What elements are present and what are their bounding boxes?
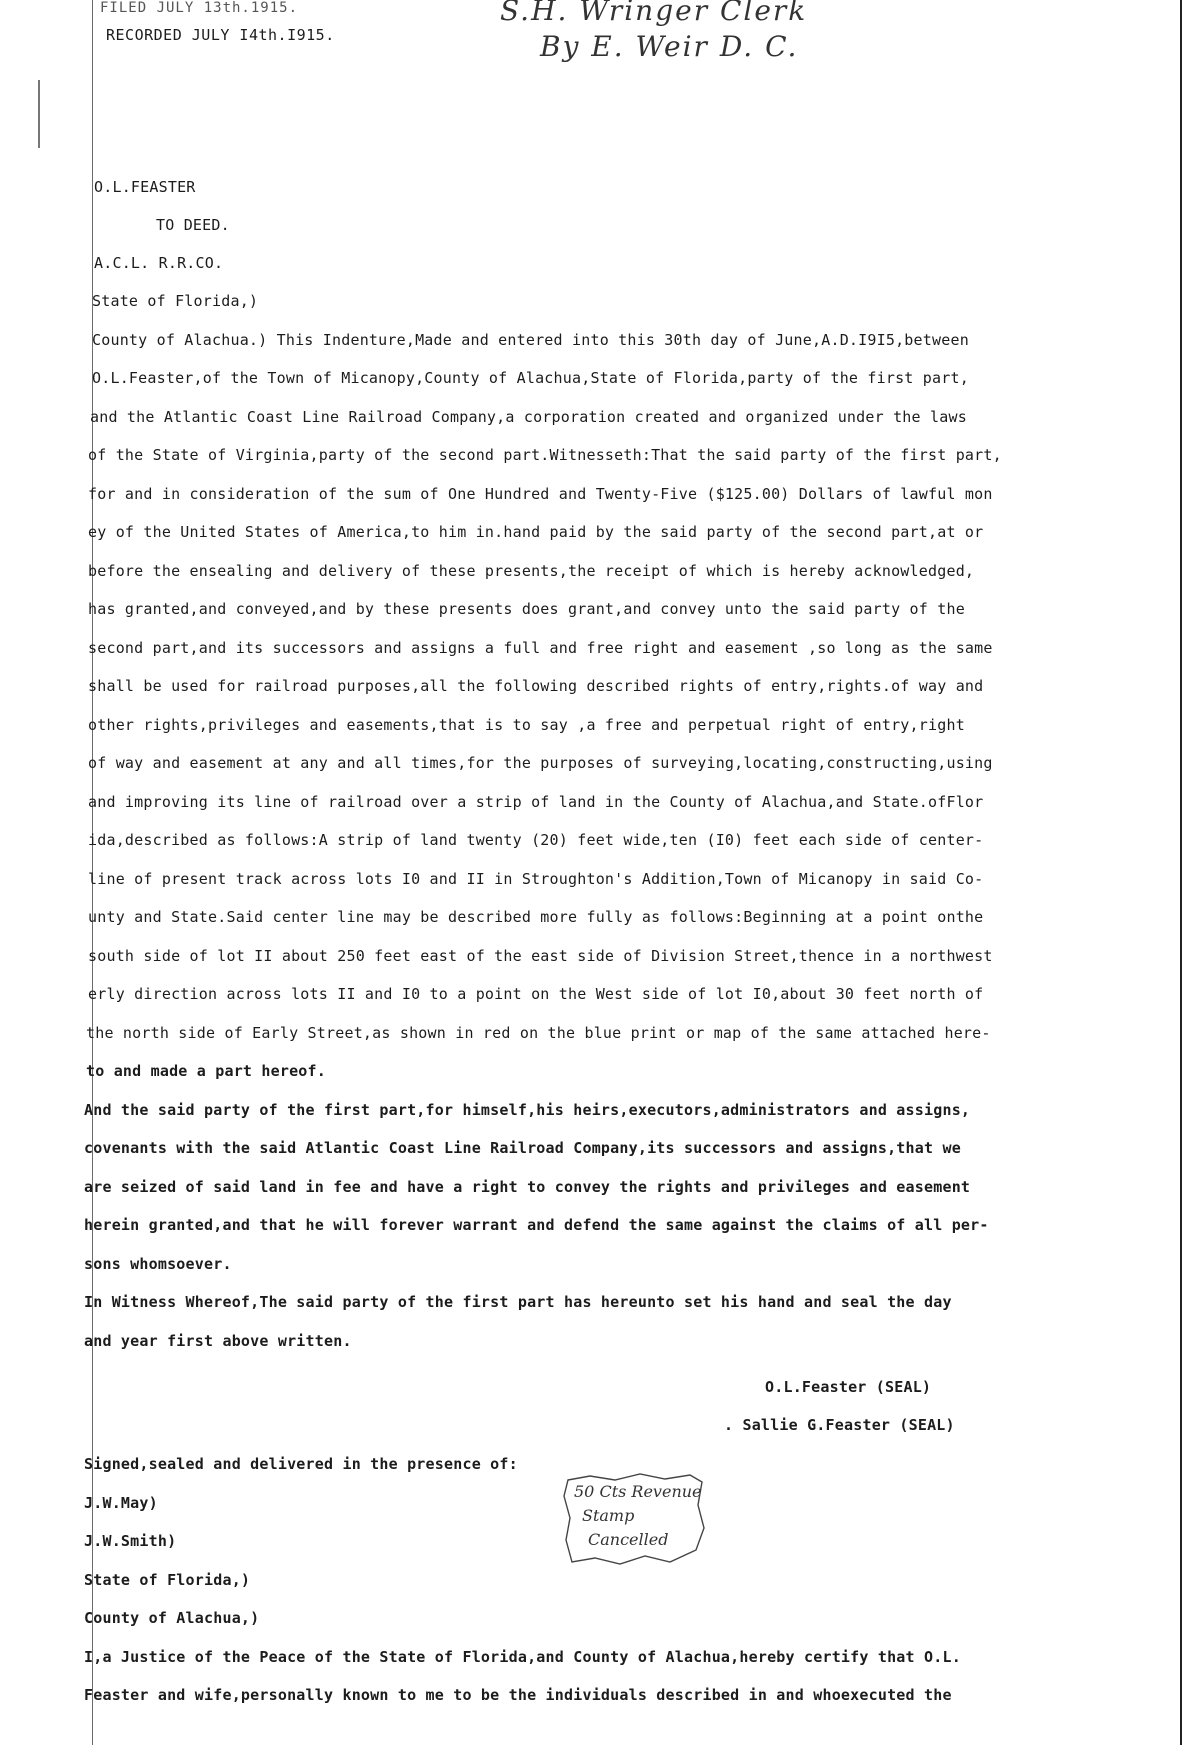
body-line: And the said party of the first part,for himself,his heirs,executors,administrators and assigns,	[84, 1101, 971, 1119]
body-line: has granted,and conveyed,and by these presents does grant,and convey unto the said party of the	[88, 600, 965, 618]
body-line: the north side of Early Street,as shown in red on the blue print or map of the same attached here-	[86, 1024, 991, 1042]
body-line: In Witness Whereof,The said party of the first part has hereunto set his hand and seal the day	[84, 1293, 952, 1311]
body-line: of way and easement at any and all times,for the purposes of surveying,locating,constructing,using	[88, 754, 993, 772]
body-line: unty and State.Said center line may be described more fully as follows:Beginning at a point onthe	[88, 908, 984, 926]
signature-ol-feaster: O.L.Feaster (SEAL)	[765, 1378, 932, 1396]
body-line: of the State of Virginia,party of the second part.Witnesseth:That the said party of the first part,	[88, 446, 1002, 464]
body-line: and year first above written.	[84, 1332, 352, 1350]
witness-line: County of Alachua,)	[84, 1609, 260, 1627]
witness-line: Signed,sealed and delivered in the presence of:	[84, 1455, 518, 1473]
grantee-name: A.C.L. R.R.CO.	[94, 254, 224, 272]
body-line: herein granted,and that he will forever warrant and defend the same against the claims of all per-	[84, 1216, 989, 1234]
body-line: and the Atlantic Coast Line Railroad Company,a corporation created and organized under the laws	[90, 408, 967, 426]
clerk-signature-line2: By E. Weir D. C.	[540, 30, 799, 63]
clerk-signature	[500, 0, 960, 80]
body-line: State of Florida,)	[92, 292, 259, 310]
body-line: sons whomsoever.	[84, 1255, 232, 1273]
body-line: ida,described as follows:A strip of land twenty (20) feet wide,ten (I0) feet each side of center-	[88, 831, 984, 849]
body-line: line of present track across lots I0 and II in Stroughton's Addition,Town of Micanopy in said Co-	[88, 870, 984, 888]
body-line: are seized of said land in fee and have a right to convey the rights and privileges and easement	[84, 1178, 971, 1196]
body-line: County of Alachua.) This Indenture,Made and entered into this 30th day of June,A.D.I9I5,between	[92, 331, 969, 349]
witness-line: J.W.May)	[84, 1494, 158, 1512]
stamp-line1: 50 Cts Revenue	[574, 1482, 702, 1501]
body-line: to and made a part hereof.	[86, 1062, 326, 1080]
body-line: before the ensealing and delivery of these presents,the receipt of which is hereby acknowledged,	[88, 562, 975, 580]
clerk-signature-line1: S.H. Wringer Clerk	[500, 0, 808, 27]
body-line: shall be used for railroad purposes,all the following described rights of entry,rights.of way and	[88, 677, 984, 695]
body-line: erly direction across lots II and I0 to a point on the West side of lot I0,about 30 feet north of	[88, 985, 984, 1003]
signature-sallie-feaster: . Sallie G.Feaster (SEAL)	[724, 1416, 955, 1434]
body-line: covenants with the said Atlantic Coast Line Railroad Company,its successors and assigns,that we	[84, 1139, 961, 1157]
body-line: O.L.Feaster,of the Town of Micanopy,County of Alachua,State of Florida,party of the first part,	[92, 369, 969, 387]
witness-line: State of Florida,)	[84, 1571, 251, 1589]
body-line: ey of the United States of America,to him in.hand paid by the said party of the second part,at or	[88, 523, 984, 541]
witness-line: Feaster and wife,personally known to me to be the individuals described in and whoexecuted the	[84, 1686, 952, 1704]
right-page-edge	[1180, 0, 1182, 1745]
witness-line: I,a Justice of the Peace of the State of Florida,and County of Alachua,hereby certify that O.L.	[84, 1648, 961, 1666]
body-line: second part,and its successors and assigns a full and free right and easement ,so long as the same	[88, 639, 993, 657]
body-line: other rights,privileges and easements,that is to say ,a free and perpetual right of entry,right	[88, 716, 965, 734]
witness-line: J.W.Smith)	[84, 1532, 177, 1550]
recorded-date: RECORDED JULY I4th.I915.	[106, 26, 335, 44]
margin-mark	[38, 80, 40, 148]
grantor-name: O.L.FEASTER	[94, 178, 196, 196]
revenue-stamp-notation	[560, 1470, 710, 1570]
body-line: south side of lot II about 250 feet east of the east side of Division Street,thence in a northwest	[88, 947, 993, 965]
filed-line-cut: FILED JULY 13th.1915.	[100, 0, 299, 16]
stamp-line3: Cancelled	[588, 1530, 669, 1549]
body-line: for and in consideration of the sum of One Hundred and Twenty-Five ($125.00) Dollars of lawful mon	[88, 485, 993, 503]
stamp-line2: Stamp	[582, 1506, 635, 1525]
body-line: and improving its line of railroad over a strip of land in the County of Alachua,and State.ofFlor	[88, 793, 984, 811]
to-deed-label: TO DEED.	[156, 216, 230, 234]
